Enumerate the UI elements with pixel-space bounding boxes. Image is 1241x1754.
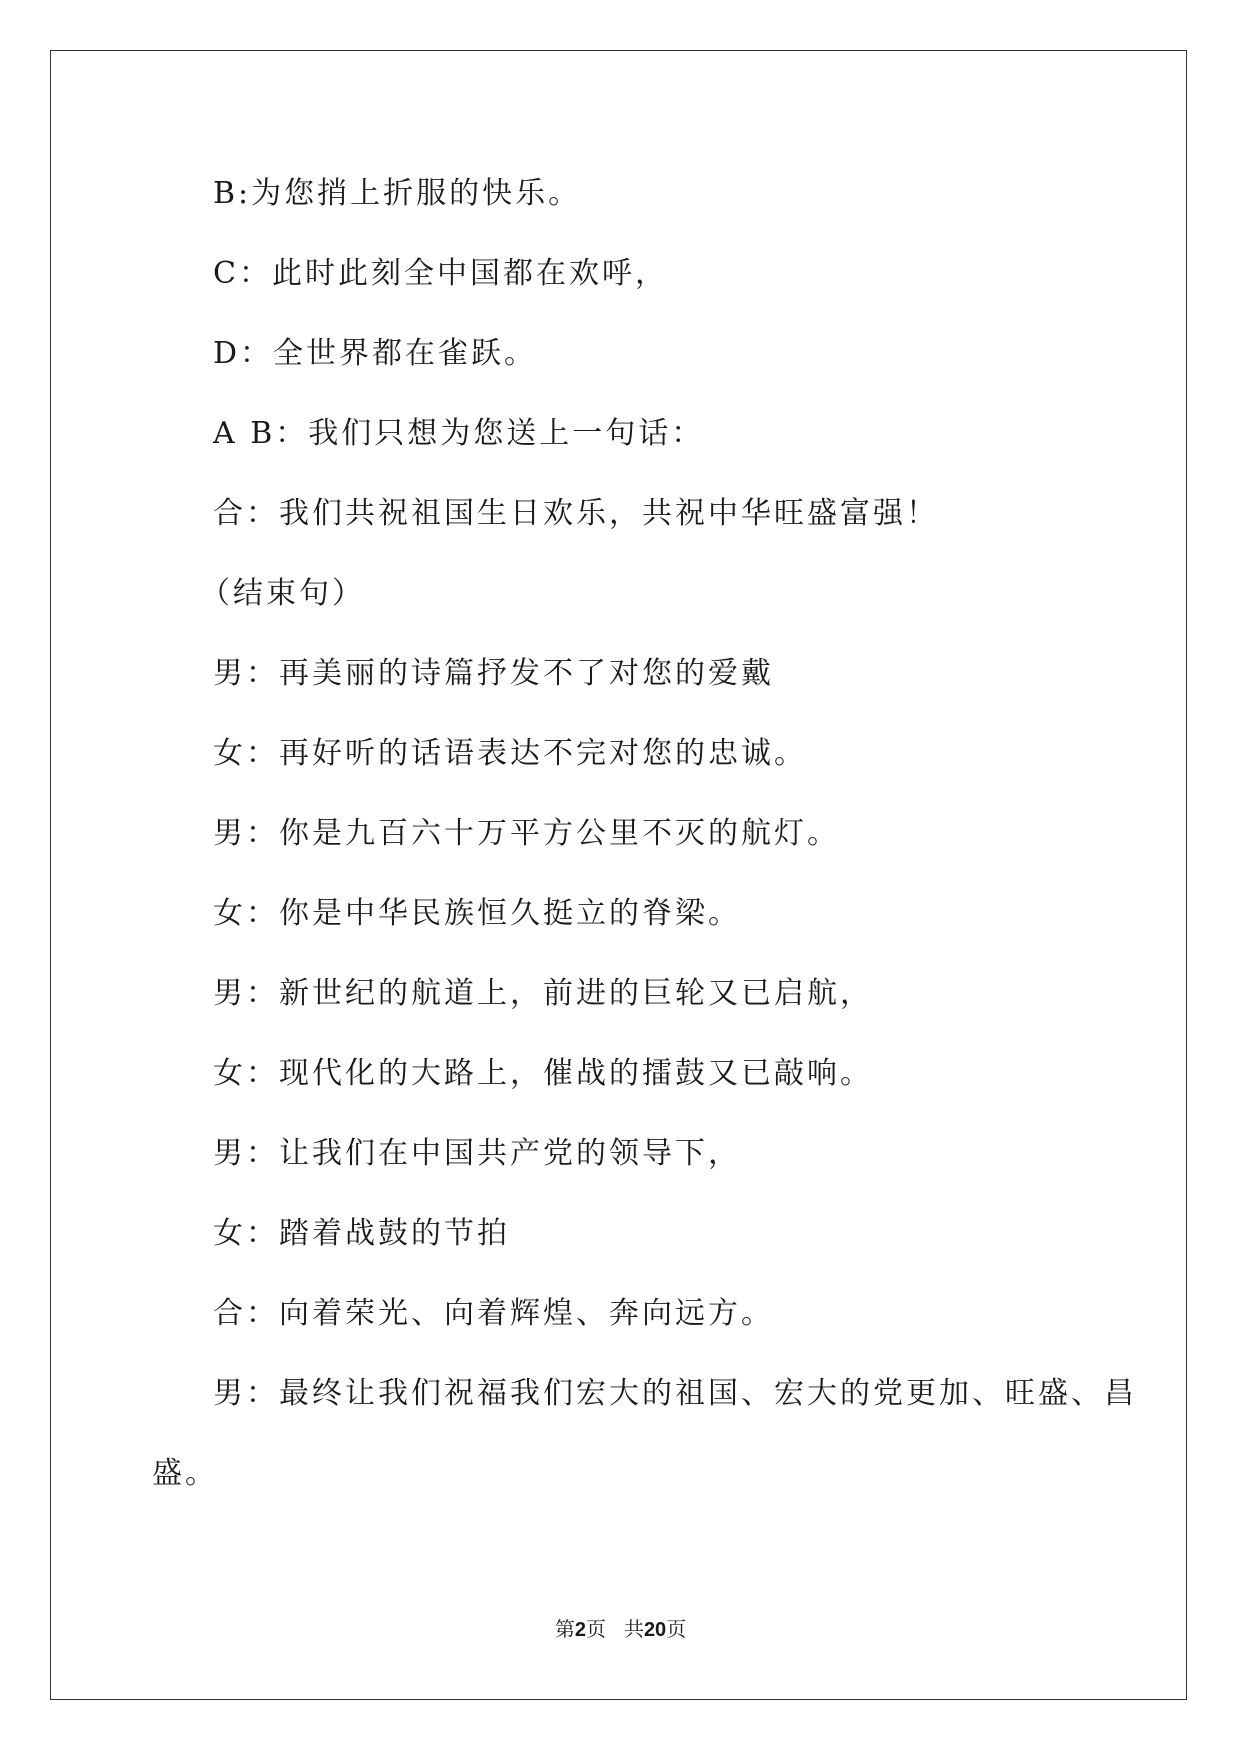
text-line: 女：再好听的话语表达不完对您的忠诚。	[213, 736, 807, 771]
text-line: 男：最终让我们祝福我们宏大的祖国、宏大的党更加、旺盛、昌	[213, 1376, 1137, 1411]
text-line: 男：再美丽的诗篇抒发不了对您的爱戴	[213, 656, 774, 691]
text-line: B:为您捎上折服的快乐。	[213, 176, 582, 211]
text-line: 盛。	[152, 1456, 218, 1491]
current-page-number: 2	[574, 1619, 586, 1641]
text-line: 男：新世纪的航道上，前进的巨轮又已启航，	[213, 976, 873, 1011]
total-unit: 页	[666, 1619, 687, 1641]
page-prefix: 第	[554, 1619, 575, 1641]
text-line: 女：踏着战鼓的节拍	[213, 1216, 510, 1251]
text-line: 男：让我们在中国共产党的领导下，	[213, 1136, 741, 1171]
text-line: 合：我们共祝祖国生日欢乐，共祝中华旺盛富强！	[213, 496, 939, 531]
text-line: 合：向着荣光、向着辉煌、奔向远方。	[213, 1296, 774, 1331]
text-line: （结束句）	[200, 576, 365, 611]
text-line: 女：你是中华民族恒久挺立的脊梁。	[213, 896, 741, 931]
total-page-count: 20	[643, 1619, 667, 1641]
text-line: 男：你是九百六十万平方公里不灭的航灯。	[213, 816, 840, 851]
total-prefix: 共	[623, 1619, 644, 1641]
text-line: A B：我们只想为您送上一句话：	[213, 416, 705, 451]
text-line: 女：现代化的大路上，催战的擂鼓又已敲响。	[213, 1056, 873, 1091]
page-unit: 页	[585, 1619, 606, 1641]
text-line: D：全世界都在雀跃。	[213, 336, 538, 371]
page-footer	[0, 1618, 1241, 1642]
text-line: C：此时此刻全中国都在欢呼，	[213, 256, 668, 291]
